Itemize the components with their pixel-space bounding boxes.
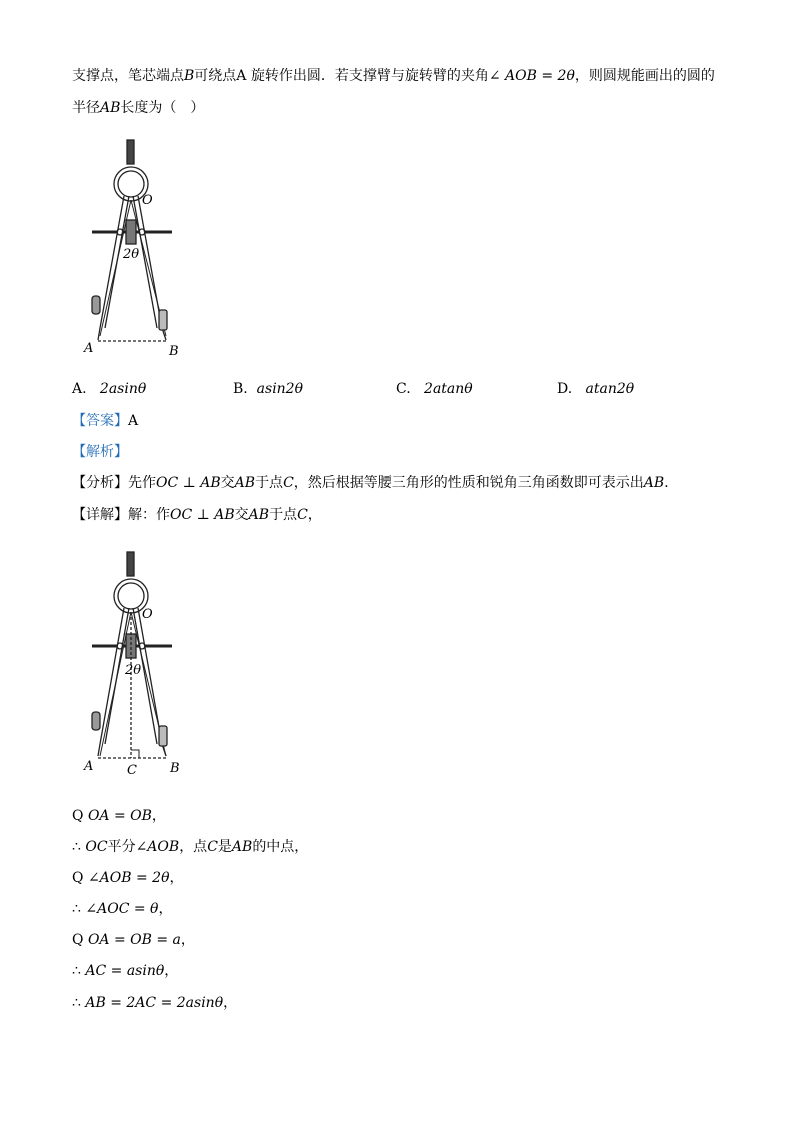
step-symbol: ∴: [72, 995, 81, 1011]
step-expr: OC: [85, 839, 108, 855]
compass-handle: [127, 552, 134, 576]
step-tail: ，: [158, 901, 173, 917]
label-angle: 2θ: [125, 663, 142, 678]
step-text: 是: [217, 839, 232, 855]
math-C: C: [283, 475, 294, 491]
step-text: ，点: [179, 839, 208, 855]
choice-a[interactable]: [72, 379, 146, 399]
math-oc-perp-ab: OC ⊥ AB: [170, 507, 235, 523]
step-4: [72, 899, 172, 919]
step-7: [72, 993, 237, 1013]
fenxi-text: 交: [220, 475, 235, 491]
xiangjie-text: 交: [234, 507, 249, 523]
arm-line-OA: [100, 200, 131, 336]
compass-hinge: [126, 220, 136, 244]
compass-figure-2: [80, 550, 190, 780]
label-angle: 2θ: [123, 247, 140, 262]
compass-ring-inner: [118, 171, 144, 197]
fenxi-text: ．: [664, 475, 679, 491]
math-AB: AB: [643, 475, 665, 491]
label-B: B: [169, 344, 179, 359]
step-2: [72, 837, 308, 857]
step-expr: OA = OB: [87, 808, 152, 824]
answer-line: [72, 411, 138, 431]
math-C: C: [297, 507, 308, 523]
compass-ring-inner: [118, 583, 144, 609]
math-B: B: [184, 68, 195, 84]
question-text: 可绕点A 旋转作出圆．若支撑臂与旋转臂的夹角: [194, 68, 489, 84]
step-3: [72, 868, 184, 888]
step-5: [72, 930, 195, 950]
step-tail: ，: [169, 870, 184, 886]
math-AB: AB: [248, 507, 270, 523]
step-expr: OA = OB = a: [87, 932, 181, 948]
question-line-2: [72, 98, 204, 118]
choice-d[interactable]: [557, 379, 634, 399]
step-tail: ，: [180, 932, 195, 948]
question-line-1: [72, 66, 715, 86]
fenxi-text: 先作: [128, 475, 156, 491]
question-text: 半径: [72, 100, 100, 116]
xiangjie-tag: 【详解】: [72, 507, 128, 523]
question-text: ，则圆规能画出的圆的: [574, 68, 715, 84]
step-tail: ，: [223, 995, 238, 1011]
compass-pencil-holder: [159, 726, 167, 746]
math-AB: AB: [234, 475, 256, 491]
compass-handle: [127, 140, 134, 164]
choice-expr: 2asinθ: [99, 381, 147, 397]
step-tail: ，: [164, 963, 179, 979]
math-angle-aob: ∠ AOB = 2θ: [488, 68, 575, 84]
analysis-header: [72, 442, 128, 462]
choice-expr: asin2θ: [256, 381, 304, 397]
fenxi-line: [72, 473, 678, 493]
compass-left-knob: [92, 712, 100, 730]
xiangjie-line: [72, 505, 322, 525]
compass-left-arm: [98, 196, 124, 340]
analysis-tag: 【解析】: [72, 444, 128, 460]
question-text: 长度为（ ）: [120, 100, 205, 116]
math-AB: AB: [100, 100, 121, 116]
compass-left-arm: [98, 608, 124, 756]
choice-letter: C.: [396, 381, 411, 397]
choice-letter: A.: [72, 381, 87, 397]
choice-letter: D.: [557, 381, 573, 397]
label-C: C: [127, 763, 137, 778]
step-symbol: Q: [72, 808, 84, 824]
label-A: A: [84, 759, 94, 774]
label-B: B: [170, 761, 180, 776]
step-expr: ∠AOB: [135, 839, 180, 855]
choice-expr: 2atanθ: [424, 381, 473, 397]
compass-left-knob: [92, 296, 100, 314]
step-expr: ∠AOB = 2θ: [87, 870, 170, 886]
step-expr: C: [207, 839, 218, 855]
step-symbol: Q: [72, 870, 84, 886]
step-expr: AB: [231, 839, 253, 855]
xiangjie-text: 于点: [269, 507, 298, 523]
choice-letter: B.: [233, 381, 248, 397]
compass-figure-1: [80, 138, 190, 360]
step-tail: ，: [151, 808, 166, 824]
step-symbol: ∴: [72, 901, 81, 917]
fenxi-tag: 【分析】: [72, 475, 128, 491]
label-A: A: [84, 341, 94, 356]
choice-expr: atan2θ: [585, 381, 635, 397]
step-tail: 的中点，: [252, 839, 309, 855]
answer-value: A: [128, 413, 139, 429]
compass-pencil-holder: [159, 310, 167, 330]
step-text: 平分: [107, 839, 136, 855]
right-angle-mark: [131, 750, 139, 758]
question-text: 支撑点，笔芯端点: [72, 68, 184, 84]
fenxi-text: 于点: [255, 475, 284, 491]
step-expr: AB = 2AC = 2asinθ: [85, 995, 224, 1011]
choice-b[interactable]: [233, 379, 303, 399]
xiangjie-text: ，: [307, 507, 322, 523]
xiangjie-text: 解：作: [128, 507, 170, 523]
fenxi-text: ，然后根据等腰三角形的性质和锐角三角函数即可表示出: [293, 475, 644, 491]
math-oc-perp-ab: OC ⊥ AB: [156, 475, 221, 491]
choice-c[interactable]: [396, 379, 473, 399]
step-expr: ∠AOC = θ: [85, 901, 159, 917]
label-O: O: [142, 193, 153, 208]
label-O: O: [142, 607, 153, 622]
arm-line-OA: [100, 612, 131, 756]
compass-right-arm-inner: [133, 196, 157, 328]
step-expr: AC = asinθ: [85, 963, 165, 979]
step-symbol: ∴: [72, 839, 81, 855]
step-6: [72, 961, 178, 981]
step-1: [72, 806, 166, 826]
answer-tag: 【答案】: [72, 413, 128, 429]
step-symbol: ∴: [72, 963, 81, 979]
step-symbol: Q: [72, 932, 84, 948]
